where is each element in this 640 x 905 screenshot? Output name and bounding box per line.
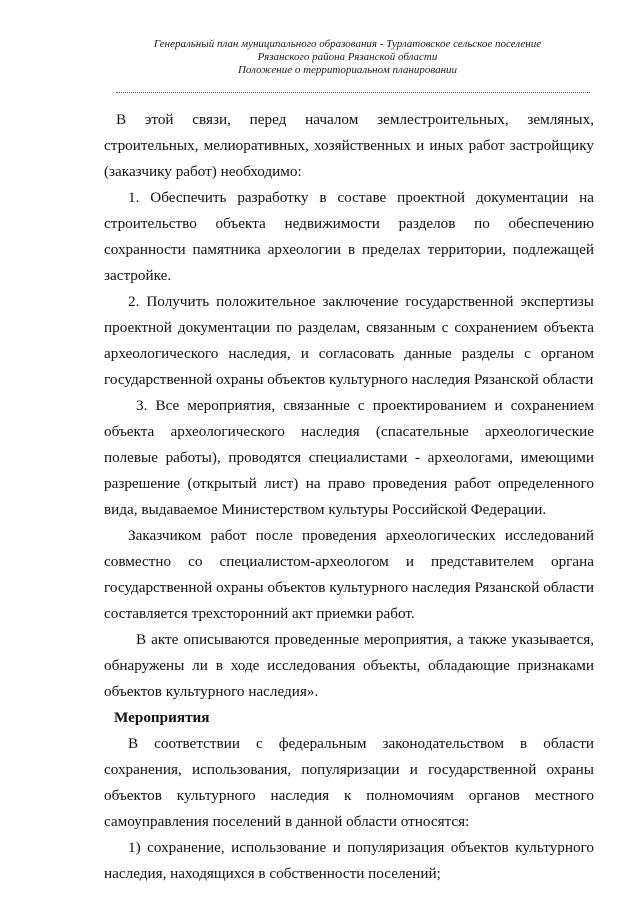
paragraph-act: В акте описываются проведенные мероприятия, а также указывается, обнаружены ли в ходе исследования объекты, обладающие признаками объектов культурного наследия». (104, 631, 594, 700)
paragraph-item-3: 3. Все мероприятия, связанные с проектированием и сохранением объекта археологического наследия (спасательные археологические полевые работы), проводятся специалистами - археологами, имеющими разрешение (открытый лист) на право проведения работ определенного вида, выдаваемое Министерством культуры Российской Федерации. (104, 397, 594, 518)
paragraph-item-1: 1. Обеспечить разработку в составе проектной документации на строительство объекта недвижимости разделов по обеспечению сохранности памятника археологии в пределах территории, подлежащей застройке. (104, 189, 594, 284)
paragraph-customer: Заказчиком работ после проведения археологических исследований совместно со специалистом-археологом и представителем органа государственной охраны объектов культурного наследия Рязанской области составляется трехсторонний акт приемки работ. (104, 527, 594, 622)
paragraph-measure-1: 1) сохранение, использование и популяризация объектов культурного наследия, находящихся в собственности поселений; (104, 839, 594, 882)
header-line-2: Рязанского района Рязанской области (257, 51, 438, 63)
section-heading: Мероприятия (114, 709, 210, 726)
header-line-1: Генеральный план муниципального образования - Турлатовское сельское поселение (153, 38, 542, 50)
paragraph-intro: В этой связи, перед началом землестроительных, земляных, строительных, мелиоративных, хозяйственных и иных работ застройщику (заказчику работ) необходимо: (104, 111, 594, 180)
header-divider (116, 92, 590, 93)
page-header (90, 38, 605, 77)
paragraph-item-2: 2. Получить положительное заключение государственной экспертизы проектной документации по разделам, связанным с сохранением объекта археологического наследия, и согласовать данные разделы с органом государственной охраны объектов культурного наследия Рязанской области (104, 293, 594, 388)
paragraph-legislation: В соответствии с федеральным законодательством в области сохранения, использования, популяризации и государственной охраны объектов культурного наследия к полномочиям органов местного самоуправления поселений в данной области относятся: (104, 735, 594, 830)
header-line-3: Положение о территориальном планировании (237, 64, 458, 76)
document-body (104, 107, 594, 887)
